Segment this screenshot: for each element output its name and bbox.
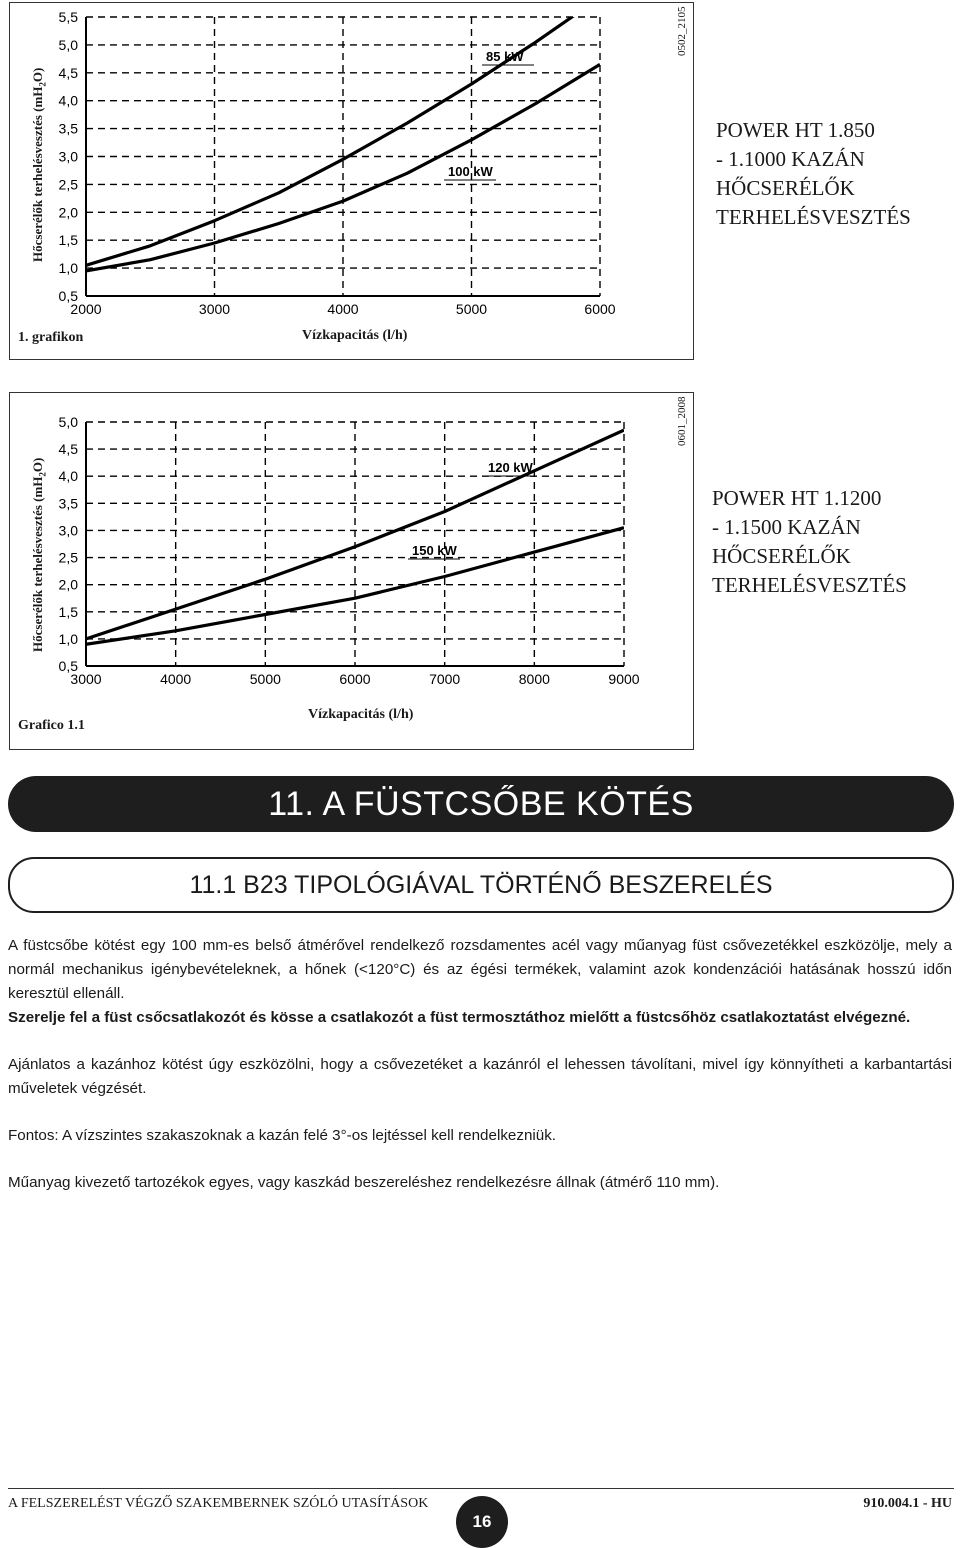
y-tick-label: 1,0	[58, 630, 78, 647]
paragraph-4: Fontos: A vízszintes szakaszoknak a kazán felé 3°-os lejtéssel kell rendelkezniük.	[8, 1127, 557, 1144]
y-tick-label: 5,0	[58, 36, 78, 53]
y-tick-label: 2,0	[58, 204, 78, 221]
paragraph-2: Szerelje fel a füst csőcsatlakozót és kösse a csatlakozót a füst termosztáthoz mielőtt a füstcsőhöz csatlakoztatást elvégezné.	[8, 1009, 911, 1026]
chart-1	[0, 0, 700, 360]
y-tick-label: 5,0	[58, 414, 78, 430]
y-tick-label: 0,5	[58, 288, 78, 304]
page-number: 16	[456, 1496, 508, 1548]
chart-1-ylabel: Hőcserélők terhelésvesztés $(mH_2O)$	[30, 67, 48, 262]
y-tick-label: 4,0	[58, 92, 78, 109]
subsection-title-bar	[8, 857, 954, 913]
section-title: 11. A FÜSTCSŐBE KÖTÉS	[268, 784, 694, 823]
chart-1-caption: 1. grafikon	[18, 330, 84, 345]
y-tick-label: 4,5	[58, 64, 78, 81]
paragraph-3: Ajánlatos a kazánhoz kötést úgy eszközölni, hogy a csővezetéket a kazánról el lehessen távolítani, mivel így könnyítheti a karbantartási műveletek végzését.	[8, 1056, 952, 1097]
footer-doc-code: 910.004.1 - HU	[863, 1496, 952, 1511]
y-tick-label: 4,5	[58, 441, 78, 458]
chart-2	[0, 390, 700, 750]
paragraph-1: A füstcsőbe kötést egy 100 mm-es belső átmérővel rendelkező rozsdamentes acél vagy műanyag füst csővezetékkel eszközölje, mely a normál mechanikus igénybevételeknek, a hőnek (<120°C) és az égési termékek, valamint azok kondenzációi hatásának hosszú időn keresztül ellenáll.	[8, 937, 952, 1002]
chart-1-xlabel: Vízkapacitás (l/h)	[302, 328, 408, 343]
x-tick-label: 7000	[429, 671, 461, 687]
y-tick-label: 1,5	[58, 232, 78, 249]
x-tick-label: 5000	[455, 301, 488, 317]
x-tick-label: 5000	[249, 671, 281, 687]
x-tick-label: 8000	[518, 671, 550, 687]
chart-2-code: 0601_2008	[676, 396, 688, 446]
y-tick-label: 2,0	[58, 576, 78, 593]
y-tick-label: 3,0	[58, 148, 78, 165]
x-tick-label: 9000	[608, 671, 640, 687]
x-tick-label: 3000	[70, 671, 102, 687]
chart-1-code: 0502_2105	[676, 6, 688, 56]
chart-2-ylabel: Hőcserélők terhelésvesztés $(mH_2O)$	[30, 457, 48, 652]
y-tick-label: 3,0	[58, 522, 78, 539]
x-tick-label: 4000	[327, 301, 359, 317]
x-tick-label: 6000	[584, 301, 616, 317]
y-tick-label: 2,5	[58, 549, 78, 566]
footer-rule	[8, 1488, 954, 1489]
y-tick-label: 0,5	[58, 658, 78, 674]
y-tick-label: 3,5	[58, 495, 78, 512]
y-tick-label: 5,5	[58, 9, 78, 25]
y-tick-label: 2,5	[58, 176, 78, 193]
y-tick-label: 3,5	[58, 120, 78, 137]
series-label-1: 150 kW	[412, 543, 457, 558]
x-tick-label: 3000	[198, 301, 231, 317]
footer-doc-title: A FELSZERELÉST VÉGZŐ SZAKEMBERNEK SZÓLÓ UTASÍTÁSOK	[8, 1496, 429, 1511]
series-label-1: 100 kW	[448, 164, 493, 179]
x-tick-label: 6000	[339, 671, 371, 687]
subsection-title: 11.1 B23 TIPOLÓGIÁVAL TÖRTÉNŐ BESZERELÉS	[189, 870, 773, 899]
chart-1-title: POWER HT 1.850 - 1.1000 KAZÁN HŐCSERÉLŐK TERHELÉSVESZTÉS	[716, 118, 911, 229]
chart-2-caption: Grafico 1.1	[18, 718, 85, 733]
x-tick-label: 2000	[70, 301, 102, 317]
y-tick-label: 1,5	[58, 603, 78, 620]
series-label-0: 120 kW	[488, 460, 533, 475]
series-label-0: 85 kW	[486, 49, 524, 64]
y-tick-label: 4,0	[58, 468, 78, 485]
chart-2-xlabel: Vízkapacitás (l/h)	[308, 707, 414, 722]
paragraph-5: Műanyag kivezető tartozékok egyes, vagy kaszkád beszereléshez rendelkezésre állnak (átmérő 110 mm).	[8, 1174, 720, 1191]
x-tick-label: 4000	[160, 671, 192, 687]
section-title-bar	[8, 776, 954, 832]
y-tick-label: 1,0	[58, 260, 78, 277]
chart-2-title: POWER HT 1.1200 - 1.1500 KAZÁN HŐCSERÉLŐK TERHELÉSVESZTÉS	[712, 486, 907, 597]
